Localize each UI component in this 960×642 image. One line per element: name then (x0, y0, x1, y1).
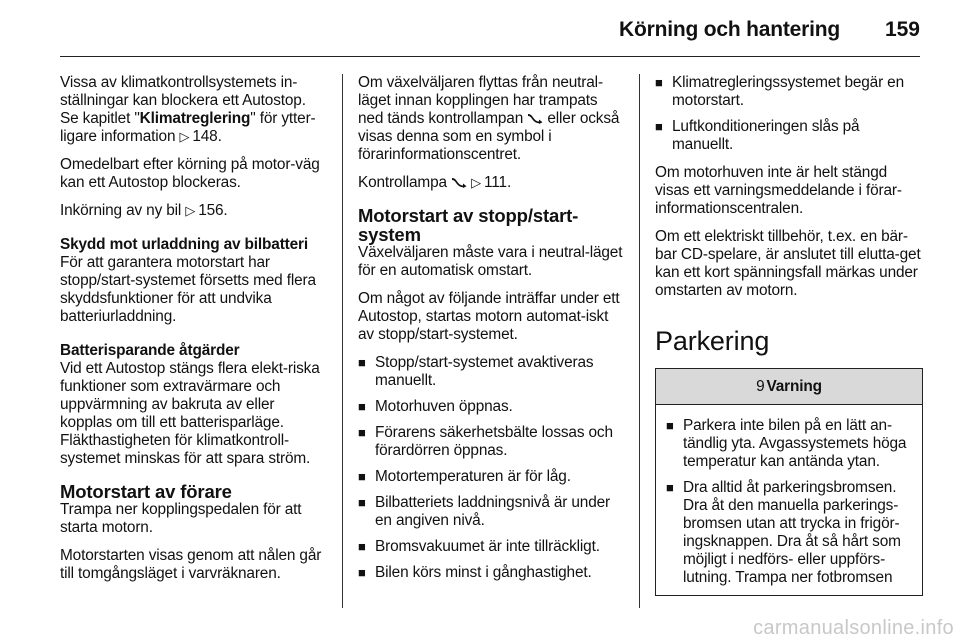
warning-body (656, 405, 922, 587)
paragraph: Om motorhuven inte är helt stängd visas ett varningsmeddelande i förar-informationscentralen. (655, 164, 902, 217)
warning-title: Varning (766, 378, 822, 395)
chapter-reference: Klimatreglering (139, 110, 251, 127)
ref-arrow-icon: ▷ (471, 175, 482, 190)
bullet-list (358, 354, 626, 582)
list-item: ■ Parkera inte bilen på en lätt an-tändlig yta. Avgassystemets höga temperatur kan antända ytan. (666, 417, 912, 471)
bullet-list (655, 74, 923, 154)
paragraph: Kontrollampa ▷ 111. (358, 174, 512, 191)
page-reference[interactable]: 111. (484, 174, 512, 191)
ref-arrow-icon: ▷ (179, 129, 190, 144)
ref-arrow-icon: ▷ (185, 203, 196, 218)
chapter-title: Körning och hantering (619, 18, 840, 41)
paragraph: Inkörning av ny bil ▷ 156. (60, 202, 228, 219)
column-1 (60, 74, 328, 593)
list-item: ■ Bromsvakuumet är inte tillräckligt. (358, 538, 626, 556)
subheading: Batterisparande åtgärder (60, 342, 240, 359)
paragraph: Trampa ner kopplingspedalen för att starta motorn. (60, 501, 302, 536)
column-2 (358, 74, 626, 592)
section-heading: Motorstart av stopp/start-system (358, 205, 579, 245)
warning-box (655, 368, 923, 596)
list-item: ■ Bilen körs minst i gånghastighet. (358, 564, 626, 582)
page-reference[interactable]: 148. (192, 128, 222, 145)
list-item: ■ Stopp/start-systemet avaktiveras manuellt. (358, 354, 626, 390)
paragraph: Omedelbart efter körning på motor-väg kan ett Autostop blockeras. (60, 156, 320, 191)
paragraph: Om något av följande inträffar under ett Autostop, startas motorn automat-iskt av stopp/start-systemet. (358, 290, 620, 343)
autostop-lamp-icon (527, 112, 543, 124)
bullet-list (666, 417, 912, 587)
subheading: Skydd mot urladdning av bilbatteri (60, 236, 309, 253)
page-number: 159 (884, 18, 920, 41)
list-item: ■ Dra alltid åt parkeringsbromsen. Dra åt den manuella parkerings-bromsen utan att trycka in frigör-ingsknappen. Dra åt så hårt som möjligt i nedförs- eller uppförs-lutning. Trampa ner fotbromsen (666, 479, 912, 587)
warning-symbol: 9 (756, 378, 765, 395)
autostop-lamp-icon (451, 176, 467, 188)
section-title: Parkering (655, 326, 770, 356)
list-item: ■ Klimatregleringssystemet begär en motorstart. (655, 74, 923, 110)
column-3 (655, 74, 923, 596)
list-item: ■ Förarens säkerhetsbälte lossas och förardörren öppnas. (358, 424, 626, 460)
paragraph: Vissa av klimatkontrollsystemets in-ställningar kan blockera ett Autostop. Se kapitlet "Klimatreglering" för ytter-ligare information ▷ 148. (60, 74, 316, 145)
warning-header (656, 369, 922, 405)
paragraph: För att garantera motorstart har stopp/start-systemet försetts med flera skyddsfunktioner för att undvika batteriurladdning. (60, 254, 316, 325)
page-header (0, 0, 960, 58)
section-heading: Motorstart av förare (60, 481, 232, 502)
header-rule (60, 56, 920, 57)
list-item: ■ Bilbatteriets laddningsnivå är under en angiven nivå. (358, 494, 626, 530)
paragraph: Om växelväljaren flyttas från neutral-läget innan kopplingen har trampats ned tänds kontrollampan eller också visas denna som en symbol i förarinformationscentret. (358, 74, 620, 163)
paragraph: Om ett elektriskt tillbehör, t.ex. en bär-bar CD-spelare, är anslutet till elutta-get kan ett kort spänningsfall märkas under omstarten av motorn. (655, 228, 921, 299)
column-divider-2 (639, 74, 640, 608)
paragraph: Växelväljaren måste vara i neutral-läget för en automatisk omstart. (358, 244, 623, 279)
list-item: ■ Luftkonditioneringen slås på manuellt. (655, 118, 923, 154)
list-item: ■ Motorhuven öppnas. (358, 398, 626, 416)
page-reference[interactable]: 156. (198, 202, 228, 219)
paragraph: Vid ett Autostop stängs flera elekt-riska funktioner som extravärmare och uppvärmning av bakruta av eller kopplas om till ett batterisparläge. Fläkthastigheten för klimatkontroll-systemet minskas för att spara ström. (60, 360, 320, 467)
watermark: carmanualsonline.info (753, 617, 954, 639)
list-item: ■ Motortemperaturen är för låg. (358, 468, 626, 486)
column-divider-1 (342, 74, 343, 608)
paragraph: Motorstarten visas genom att nålen går till tomgångsläget i varvräknaren. (60, 547, 322, 582)
